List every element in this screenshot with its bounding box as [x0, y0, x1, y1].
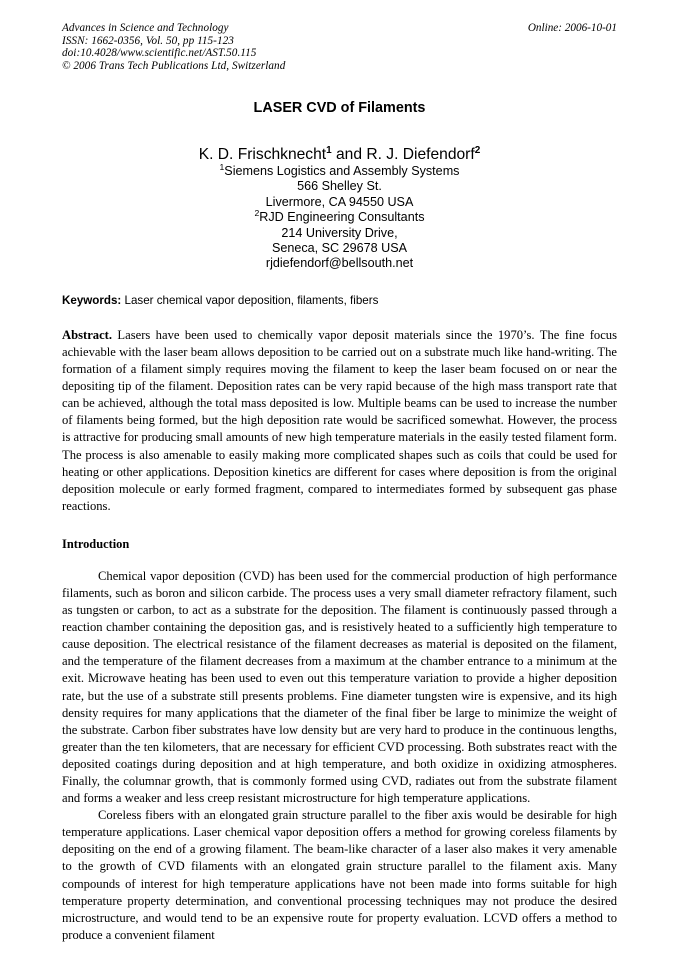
body-paragraph: Coreless fibers with an elongated grain structure parallel to the fiber axis would be desirable for high temperature applications. Laser chemical vapor deposition offers a method for growing coreless filaments by depositing on the end of a growing filament. The beam-like character of a laser also makes it very amenable to the growth of CVD filaments with an elongated grain structure parallel to the filament axis. Many compounds of interest for high temperature applications have not been made into forms suitable for high temperature property determination, and conventional processing techniques may not produce the desired microstructure, and would tend to be an expensive route for property evaluation. LCVD offers a method to produce a convenient filament [62, 808, 617, 942]
copyright-line: © 2006 Trans Tech Publications Ltd, Switzerland [62, 59, 286, 72]
affiliation-text: 214 University Drive, [281, 225, 398, 240]
affiliation-line [62, 195, 617, 210]
abstract-text: Lasers have been used to chemically vapor deposit materials since the 1970’s. The fine focus achievable with the laser beam allows deposition to be carried out on a substrate much like hand-writing. The formation of a filament simply requires moving the filament to keep the laser beam focused on or near the depositing tip of the filament. Deposition rates can be very rapid because of the high mass transport rate that can be achieved, although the total mass deposited is low. Multiple beams can be used to increase the number of filaments being formed, but the high deposition rate would be sacrificed somewhat. However, the process is attractive for producing small amounts of new high temperature materials in the easily tested filament form. The process is also amenable to easily making more complicated shapes such as coils that could be used for heating or other applications. Deposition kinetics are different for cases where deposition is from the original deposition molecule or early formed fragment, compared to intermediates formed by subsequent gas phase reactions. [62, 327, 618, 513]
masthead [62, 22, 617, 76]
affiliation-marker: 1 [219, 161, 225, 172]
author-affil-marker-1: 1 [326, 144, 332, 156]
online-date: Online: 2006-10-01 [527, 22, 617, 34]
affiliation-line [62, 241, 617, 256]
abstract-label: Abstract. [62, 327, 113, 342]
abstract-paragraph [62, 327, 617, 515]
journal-name: Advances in Science and Technology [62, 22, 229, 34]
author-name-2: R. J. Diefendorf [366, 146, 475, 163]
keywords-line [62, 294, 617, 308]
affiliation-email [62, 256, 617, 271]
affiliation-line [62, 161, 617, 179]
affiliation-text: RJD Engineering Consultants [259, 210, 425, 225]
section-heading-introduction: Introduction [62, 536, 130, 551]
author-affil-marker-2: 2 [474, 144, 481, 156]
affiliation-line [62, 226, 617, 241]
affiliation-text: Seneca, SC 29678 USA [271, 241, 408, 256]
author-line [62, 145, 617, 164]
author-conjunction: and [331, 146, 367, 163]
affiliation-line [62, 179, 617, 194]
body-paragraph: Chemical vapor deposition (CVD) has been used for the commercial production of high performance filaments, such as boron and silicon carbide. The process uses a very small diameter refractory filament, such as tungsten or carbon, to act as a substrate for the deposition. The filament is continuously passed through a reaction chamber containing the deposition gas, and is resistively heated to a sufficiently high temperature to cause deposition. The electrical resistance of the filament decreases as material is deposited on the filament, and the temperature of the filament decreases from a maximum at the chamber entrance to a minimum at the exit. Microwave heating has been used to even out this temperature variation to provide a higher deposition rate, but the use of a substrate still presents problems. Fine diameter tungsten wire is expensive, and its high density requires for many applications that the diameter of the final fiber be large to minimize the weight of the substrate. Carbon fiber substrates have low density but are very hard to produce in the continuous lengths, greater than the ten kilometers, that are necessary for efficient CVD processing. Both substrates react with the deposited coatings during deposition and at high temperature, and both oxidize in oxidizing atmospheres. Finally, the columnar growth, that is commonly formed using CVD, radiates out from the substrate filament and forms a weaker and less creep resistant microstructure for high temperature applications. [62, 568, 617, 806]
affiliation-text: 566 Shelley St. [297, 179, 382, 194]
author-name-1: K. D. Frischknecht [198, 146, 327, 163]
affiliation-marker: 2 [254, 208, 260, 219]
issn-line: ISSN: 1662-0356, Vol. 50, pp 115-123 [62, 34, 234, 47]
keywords-text: Laser chemical vapor deposition, filaments, fibers [121, 293, 379, 307]
affiliation-line [62, 210, 617, 225]
doi-line: doi:10.4028/www.scientific.net/AST.50.115 [62, 47, 257, 60]
email-text: rjdiefendorf@bellsouth.net [265, 256, 414, 271]
page-title: LASER CVD of Filaments [253, 100, 426, 116]
keywords-label: Keywords: [62, 293, 122, 307]
affiliation-text: Siemens Logistics and Assembly Systems [224, 164, 460, 178]
affiliation-text: Livermore, CA 94550 USA [265, 194, 414, 209]
